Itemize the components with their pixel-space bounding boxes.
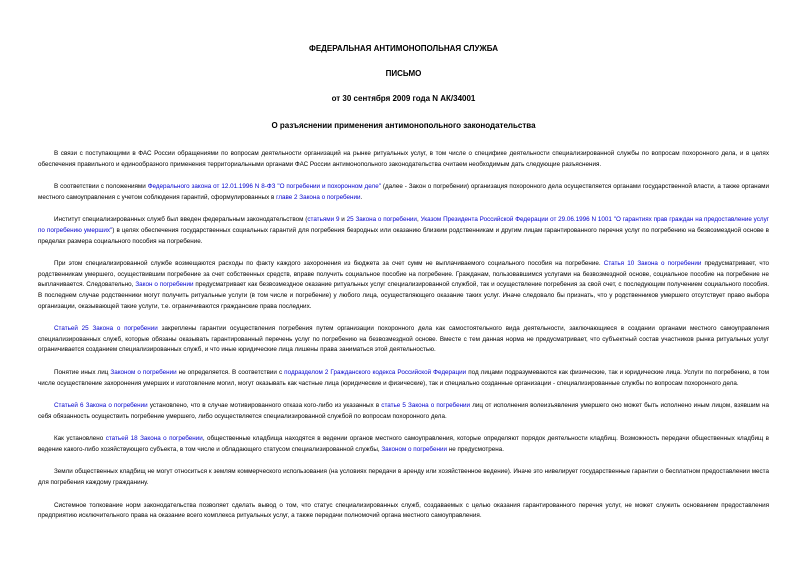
paragraph-text: предусматривает, что родственникам умершего, осуществившим погребение за счет собственных средств, вправе получить социальное пособие на погребение. Гражданам, пользовавшимся услугами на безвозмездной основе, социальное пособие на погребение не выплачивается. Следовательно, xyxy=(38,260,770,289)
paragraph-text: не предусмотрена. xyxy=(446,445,504,453)
document-subject: О разъяснении применения антимонопольного законодательства xyxy=(271,121,536,130)
paragraph-text: установлено, что в случае мотивированного отказа кого-либо из указанных в xyxy=(147,402,382,410)
law-reference-link[interactable]: Федерального закона от 12.01.1996 N 8-ФЗ "О погребении и похоронном деле" xyxy=(147,183,381,191)
body-paragraph xyxy=(38,501,769,522)
paragraph-text: Земли общественных кладбищ не могут относиться к землям коммерческого использования (на условиях передачи в аренду или хозяйственное ведение). Иначе это нивелирует государственные гарантии о бесплатном предоставлении места для погребения каждому гражданину. xyxy=(38,468,769,487)
paragraph-text: . xyxy=(360,193,363,201)
document-date-number: от 30 сентября 2009 года N АК/34001 xyxy=(331,94,476,103)
paragraph-text: Системное толкование норм законодательства позволяет сделать вывод о том, что статус специализированных служб, создаваемых с целью оказания гарантированного перечня услуг, не может служить основанием предоставления предприятию исключительного права на оказание всего комплекса ритуальных услуг, а также передачи полномочий органа местного самоуправления. xyxy=(38,501,769,520)
body-paragraph xyxy=(38,259,769,312)
body-paragraph xyxy=(38,182,769,203)
law-reference-link[interactable]: статьями 9 xyxy=(307,216,340,224)
law-reference-link[interactable]: Законом о погребении xyxy=(381,445,447,453)
body-paragraph xyxy=(38,401,769,422)
law-reference-link[interactable]: главе 2 Закона о погребении xyxy=(276,193,361,201)
body-paragraph xyxy=(38,467,769,488)
paragraph-text: и xyxy=(339,216,347,224)
law-reference-link[interactable]: Закон о погребении xyxy=(135,281,194,289)
law-reference-link[interactable]: Статьей 6 Закона о погребении xyxy=(54,402,148,410)
body-paragraph xyxy=(38,324,769,356)
paragraph-text: предусматривает как безвозмездное оказание ритуальных услуг специализированной службой, так и осуществление погребения за свой счет, с последующим получением социального пособия. В последнем случае родственники могут получить ритуальные услуги (в том числе и погребение) у любого лица, осуществляющего оказание таких услуг. Иначе следовало бы признать, что у родственников умершего отсутствует право выбора организации, оказывающей такие услуги, т.е. ограничиваются гражданские права последних. xyxy=(38,281,769,310)
paragraph-text: ) в целях обеспечения государственных социальных гарантий для погребения безродных или оказанию близким родственникам и другим лицам гарантированного перечня услуг по погребению на безвозмездной основе в пределах размера социального пособия на погребение. xyxy=(38,226,769,245)
agency-name: ФЕДЕРАЛЬНАЯ АНТИМОНОПОЛЬНАЯ СЛУЖБА xyxy=(309,44,498,53)
paragraph-text: , xyxy=(416,216,421,224)
paragraph-text: лиц от исполнения волеизъявления умершего оно может быть исполнено иным лицом, взявшим на себя обязанность осуществить погребение умершего, либо осуществляется специализированной службой по вопросам похоронного дела. xyxy=(38,402,769,420)
law-reference-link[interactable]: статьей 18 Закона о погребении xyxy=(105,435,203,443)
law-reference-link[interactable]: Законом о погребении xyxy=(110,368,177,376)
paragraph-text: Институт специализированных служб был введен федеральным законодательством ( xyxy=(54,216,308,224)
body-paragraph xyxy=(38,149,769,170)
law-reference-link[interactable]: Статьей 25 Закона о погребении xyxy=(54,325,158,333)
paragraph-text: При этом специализированной службе возмещаются расходы по факту каждого захоронения из бюджета за счет сумм не выплачиваемого социального пособия на погребение. xyxy=(54,260,604,268)
body-paragraph xyxy=(38,368,769,389)
paragraph-text: Как установлено xyxy=(54,435,106,443)
law-reference-link[interactable]: Статья 10 Закона о погребении xyxy=(603,260,702,268)
body-paragraph xyxy=(38,215,769,247)
paragraph-text: закреплены гарантии осуществления погребения путем организации похоронного дела как самостоятельного вида деятельности, заключающиеся в создании органами местного самоуправления специализированных служб, которые обязаны оказывать гарантированный перечень услуг по погребению на безвозмездной основе. Вместе с тем данная норма не предусматривает, что субъектный состав участников рынка ритуальных услуг ограничивается созданием специализированных служб, и что иные юридические лица лишены права заниматься этой деятельностью. xyxy=(38,325,769,354)
paragraph-text: Понятие иных лиц xyxy=(54,368,111,376)
paragraph-text: В соответствии с положениями xyxy=(54,183,148,191)
paragraph-text: не определяется. В соответствии с xyxy=(176,368,285,376)
law-reference-link[interactable]: статье 5 Закона о погребении xyxy=(381,402,471,410)
paragraph-text: (далее - Закон о погребении) организация похоронного дела осуществляется органами государственной власти, а также органами местного самоуправления с учетом соблюдения гарантий, сформулированных в xyxy=(38,183,769,201)
document-body xyxy=(38,149,769,522)
document-type: ПИСЬМО xyxy=(385,69,422,78)
paragraph-text: В связи с поступающими в ФАС России обращениями по вопросам деятельности организаций на рынке ритуальных услуг, в том числе о специфике деятельности специализированной службы по вопросам похоронного дела, и в целях обеспечения правильного и единообразного применения территориальными органами ФАС России антимонопольного законодательства считаем необходимым дать следующие разъяснения. xyxy=(38,150,769,168)
body-paragraph xyxy=(38,434,769,455)
paragraph-text: , общественные кладбища находятся в ведении органов местного самоуправления, которые определяют порядок деятельности кладбищ. Возможность передачи общественных кладбищ в ведение какого-либо хозяйствующего субъекта, в том числе и обладающего статусом специализированной службы, xyxy=(38,435,769,453)
law-reference-link[interactable]: Указом Президента Российской Федерации от 29.06.1996 N 1001 "О гарантиях прав граждан на предоставление услуг по погребению умерших" xyxy=(38,216,770,234)
paragraph-text: под лицами подразумеваются как физические, так и юридические лица. Услуги по погребению, в том числе осуществление захоронения умерших и изготовление могил, могут оказывать как частные лица (юридические и физические), так и специально созданные организации - специализированные службы по вопросам похоронного дела. xyxy=(38,368,769,387)
law-reference-link[interactable]: 25 Закона о погребении xyxy=(346,216,417,224)
law-reference-link[interactable]: подразделом 2 Гражданского кодекса Российской Федерации xyxy=(284,368,467,376)
